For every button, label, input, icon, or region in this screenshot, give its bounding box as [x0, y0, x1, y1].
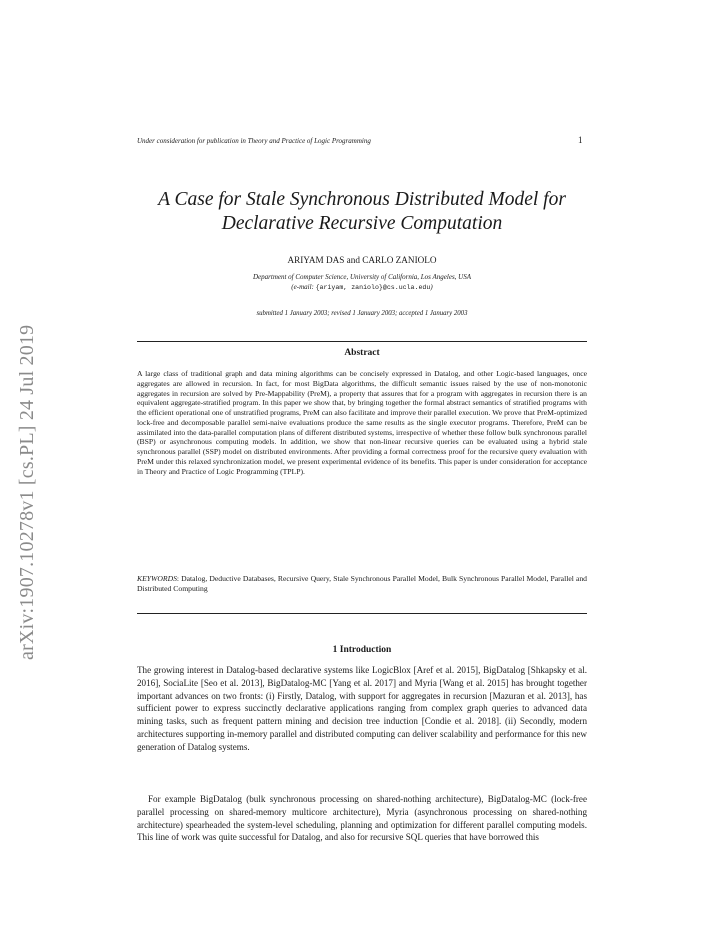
email-address: {ariyam, zaniolo}@cs.ucla.edu [315, 284, 431, 291]
title-line-1: A Case for Stale Synchronous Distributed Model for [158, 189, 566, 210]
section-heading-introduction: 1 Introduction [332, 645, 392, 655]
email-prefix: (e-mail: [291, 283, 316, 291]
running-header: Under consideration for publication in Theory and Practice of Logic Programming [137, 137, 371, 145]
affiliation-block [137, 272, 587, 293]
abstract-heading: Abstract [344, 348, 380, 358]
abstract-text: A large class of traditional graph and data mining algorithms can be concisely expressed in Datalog, and other Logic-based languages, once aggregates are allowed in recursion. In fact, for most BigData algorithms, the difficult semantic issues raised by the use of non-monotonic aggregates in recursion are solved by Pre-Mappability (PreM), a property that assures that for a program with aggregates in recursion there is an equivalent aggregate-stratified program. In this paper we show that, by bringing together the formal abstract semantics of stratified programs with the efficient operational one of unstratified programs, PreM can also facilitate and improve their parallel execution. We prove that PreM-optimized lock-free and decomposable parallel semi-naive evaluations produce the same results as the single executor programs. Therefore, PreM can be assimilated into the data-parallel computation plans of different distributed systems, irrespective of whether these follow bulk synchronous parallel (BSP) or asynchronous computing models. In addition, we show that non-linear recursive queries can be evaluated using a hybrid stale synchronous parallel (SSP) model on distributed environments. After providing a formal correctness proof for the recursive query evaluation with PreM under this relaxed synchronization model, we present experimental evidence of its benefits. This paper is under consideration for acceptance in Theory and Practice of Logic Programming (TPLP). [137, 369, 587, 476]
intro-paragraph-2: For example BigDatalog (bulk synchronous processing on shared-nothing architecture), BigDatalog-MC (lock-free parallel processing on shared-memory multicore architecture), Myria (asynchronous processing on shared-nothing architecture) spearheaded the system-level scheduling, planning and optimization for different parallel computing models. This line of work was quite successful for Datalog, and also for recursive SQL queries that have borrowed this [137, 794, 587, 843]
abstract-bottom-rule [137, 613, 587, 614]
intro-paragraph-1: The growing interest in Datalog-based declarative systems like LogicBlox [Aref et al. 2015], BigDatalog [Shkapsky et al. 2016], SociaLite [Seo et al. 2013], BigDatalog-MC [Yang et al. 2017] and Myria [Wang et al. 2015] has brought together important advances on two fronts: (i) Firstly, Datalog, with support for aggregates in recursion [Mazuran et al. 2013], has sufficient power to express succinctly declarative applications ranging from complex graph queries to advanced data mining tasks, such as frequent pattern mining and decision tree induction [Condie et al. 2018]. (ii) Secondly, modern architectures supporting in-memory parallel and distributed computing can deliver scalability and performance for this new generation of Datalog systems. [137, 665, 587, 752]
submission-dates: submitted 1 January 2003; revised 1 January 2003; accepted 1 January 2003 [256, 310, 468, 317]
email-suffix: ) [430, 283, 433, 291]
affiliation: Department of Computer Science, University of California, Los Angeles, USA [252, 273, 471, 281]
keywords-text: : Datalog, Deductive Databases, Recursive Query, Stale Synchronous Parallel Model, Bulk Synchronous Parallel Model, Parallel and Distributed Computing [137, 574, 587, 593]
author-names: ARIYAM DAS and CARLO ZANIOLO [287, 255, 437, 265]
page-number: 1 [578, 135, 583, 145]
arxiv-identifier: arXiv:1907.10278v1 [cs.PL] 24 Jul 2019 [16, 324, 38, 660]
abstract-top-rule [137, 341, 587, 342]
title-line-2: Declarative Recursive Computation [221, 213, 503, 234]
paper-title [137, 188, 587, 236]
keywords-label: KEYWORDS [137, 574, 177, 583]
email-line [137, 282, 587, 293]
keywords-block [137, 574, 587, 594]
